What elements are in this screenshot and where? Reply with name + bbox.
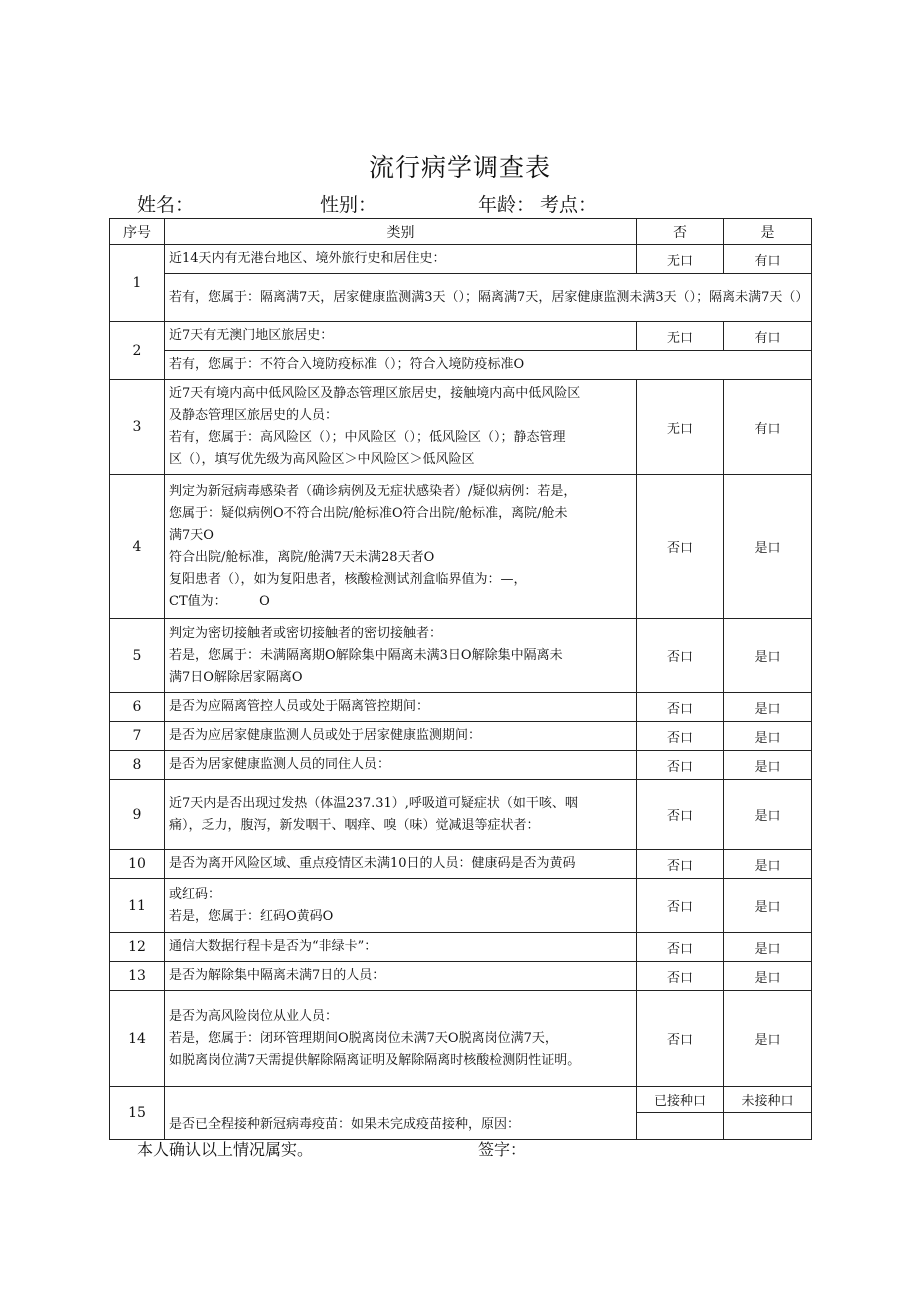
site-label: 考点： — [540, 194, 598, 216]
option-no[interactable]: 否口 — [637, 850, 724, 879]
table-row — [110, 780, 812, 850]
table-row-sub — [110, 274, 812, 322]
option-yes[interactable]: 是口 — [724, 751, 812, 780]
option-no[interactable]: 否口 — [637, 991, 724, 1087]
question-line: 近7天有境内高中低风险区及静态管理区旅居史，接触境内高中低风险区 — [169, 386, 581, 401]
table-row — [110, 962, 812, 991]
question-line: 若是，您属于：未满隔离期O解除集中隔离未满3日O解除集中隔离未 — [169, 647, 563, 663]
table-row — [110, 693, 812, 722]
question-line: 若有，您属于：高风险区（）；中风险区（）；低风险区（）；静态管理 — [169, 430, 566, 445]
question-text: 近7天有无澳门地区旅居史： — [165, 322, 637, 351]
option-yes[interactable]: 是口 — [724, 693, 812, 722]
option-yes[interactable]: 是口 — [724, 933, 812, 962]
option-yes[interactable]: 是口 — [724, 780, 812, 850]
question-text: 是否为居家健康监测人员的同住人员： — [165, 751, 637, 780]
row-number: 1 — [110, 245, 165, 322]
question-line: 区（），填写优先级为高风险区＞中风险区＞低风险区 — [169, 452, 475, 467]
age-label: 年龄： — [478, 194, 536, 216]
gender-label: 性别： — [320, 194, 378, 216]
option-yes[interactable]: 是口 — [724, 475, 812, 619]
table-row — [110, 475, 812, 619]
question-text: 近14天内有无港台地区、境外旅行史和居住史： — [165, 245, 637, 274]
table-row — [110, 245, 812, 274]
question-text: 通信大数据行程卡是否为“非绿卡”： — [165, 933, 637, 962]
row-number: 6 — [110, 693, 165, 722]
option-not-vaccinated[interactable]: 未接种口 — [724, 1087, 812, 1113]
option-yes[interactable]: 有口 — [724, 245, 812, 274]
table-row-sub — [110, 351, 812, 380]
question-line: 满7日O解除居家隔离O — [169, 669, 303, 685]
option-no[interactable]: 否口 — [637, 693, 724, 722]
row-number: 10 — [110, 850, 165, 879]
question-subtext: 若有，您属于：不符合入境防疫标准（）；符合入境防疫标准O — [165, 351, 812, 380]
col-header-no-opt: 否 — [637, 219, 724, 245]
option-no[interactable]: 否口 — [637, 619, 724, 693]
question-text: 是否已全程接种新冠病毒疫苗：如果未完成疫苗接种，原因： — [165, 1087, 637, 1140]
confirm-statement: 本人确认以上情况属实。 — [137, 1140, 314, 1159]
question-text — [165, 619, 637, 693]
option-no[interactable]: 无口 — [637, 380, 724, 475]
table-header-row — [110, 219, 812, 245]
row-number: 15 — [110, 1087, 165, 1140]
question-line: 近7天内是否出现过发热（体温237.31）,呼吸道可疑症状（如干咳、咽 — [169, 795, 578, 811]
question-text: 是否为离开风险区域、重点疫情区未满10日的人员：健康码是否为黄码 — [165, 850, 637, 879]
option-no[interactable]: 否口 — [637, 722, 724, 751]
table-row — [110, 619, 812, 693]
option-yes[interactable]: 有口 — [724, 322, 812, 351]
row-number: 2 — [110, 322, 165, 380]
question-line: 是否为高风险岗位从业人员： — [169, 1008, 339, 1024]
option-yes[interactable]: 是口 — [724, 850, 812, 879]
table-row — [110, 751, 812, 780]
col-header-yes-opt: 是 — [724, 219, 812, 245]
row-number: 5 — [110, 619, 165, 693]
option-no[interactable]: 否口 — [637, 933, 724, 962]
question-line: 若是，您属于：红码O黄码O — [169, 908, 334, 924]
question-text — [165, 780, 637, 850]
question-text — [165, 380, 637, 475]
table-row — [110, 380, 812, 475]
col-header-no: 序号 — [110, 219, 165, 245]
question-line: 判定为新冠病毒感染者（确诊病例及无症状感染者）/疑似病例：若是， — [169, 483, 577, 499]
option-no[interactable]: 否口 — [637, 879, 724, 933]
option-yes[interactable]: 是口 — [724, 879, 812, 933]
question-text — [165, 475, 637, 619]
table-row — [110, 991, 812, 1087]
option-no[interactable]: 否口 — [637, 475, 724, 619]
option-no[interactable]: 否口 — [637, 780, 724, 850]
question-text: 是否为应居家健康监测人员或处于居家健康监测期间： — [165, 722, 637, 751]
col-header-category: 类别 — [165, 219, 637, 245]
question-subtext — [165, 274, 812, 322]
option-yes[interactable]: 是口 — [724, 722, 812, 751]
question-line: 您属于：疑似病例O不符合出院/舱标准O符合出院/舱标准，离院/舱未 — [169, 505, 568, 521]
question-line: CT值为： O — [169, 593, 270, 609]
option-no[interactable]: 否口 — [637, 962, 724, 991]
question-text: 是否为应隔离管控人员或处于隔离管控期间： — [165, 693, 637, 722]
question-text: 是否为解除集中隔离未满7日的人员： — [165, 962, 637, 991]
row-number: 13 — [110, 962, 165, 991]
blank-cell — [724, 1113, 812, 1140]
row-number: 11 — [110, 879, 165, 933]
question-line: 痛），乏力，腹泻，新发咽干、咽痒、嗅（味）觉减退等症状者： — [169, 817, 540, 833]
row-number: 3 — [110, 380, 165, 475]
option-yes[interactable]: 有口 — [724, 380, 812, 475]
name-label: 姓名： — [137, 194, 195, 216]
question-line: 若有，您属于：隔离满7天，居家健康监测满3天（）；隔离满7天，居家健康监测未满3天（）；隔离未满7天（） — [169, 289, 809, 305]
table-row — [110, 850, 812, 879]
option-yes[interactable]: 是口 — [724, 619, 812, 693]
row-number: 12 — [110, 933, 165, 962]
question-line: 及静态管理区旅居史的人员： — [169, 408, 339, 423]
table-row — [110, 322, 812, 351]
question-line: 如脱离岗位满7天需提供解除隔离证明及解除隔离时核酸检测阴性证明。 — [169, 1052, 581, 1068]
row-number: 4 — [110, 475, 165, 619]
question-line: 判定为密切接触者或密切接触者的密切接触者： — [169, 625, 443, 641]
option-vaccinated[interactable]: 已接种口 — [637, 1087, 724, 1113]
question-line: 或红码： — [169, 886, 222, 902]
row-number: 14 — [110, 991, 165, 1087]
option-no[interactable]: 无口 — [637, 245, 724, 274]
option-no[interactable]: 无口 — [637, 322, 724, 351]
question-text — [165, 879, 637, 933]
table-row — [110, 722, 812, 751]
survey-table — [109, 218, 812, 1140]
table-row — [110, 879, 812, 933]
question-line: 复阳患者（），如为复阳患者，核酸检测试剂盒临界值为：—， — [169, 571, 527, 587]
row-number: 8 — [110, 751, 165, 780]
blank-cell — [637, 1113, 724, 1140]
question-line: 满7天O — [169, 527, 214, 543]
row-number: 7 — [110, 722, 165, 751]
row-number: 9 — [110, 780, 165, 850]
question-line: 若是，您属于：闭环管理期间O脱离岗位未满7天O脱离岗位满7天， — [169, 1030, 558, 1046]
option-yes[interactable]: 是口 — [724, 991, 812, 1087]
form-title: 流行病学调查表 — [368, 153, 551, 182]
option-no[interactable]: 否口 — [637, 751, 724, 780]
signature-label: 签字： — [478, 1140, 527, 1159]
question-line: 符合出院/舱标准，离院/舱满7天未满28天者O — [169, 549, 435, 565]
option-yes[interactable]: 是口 — [724, 962, 812, 991]
table-row — [110, 1087, 812, 1113]
table-row — [110, 933, 812, 962]
question-text — [165, 991, 637, 1087]
